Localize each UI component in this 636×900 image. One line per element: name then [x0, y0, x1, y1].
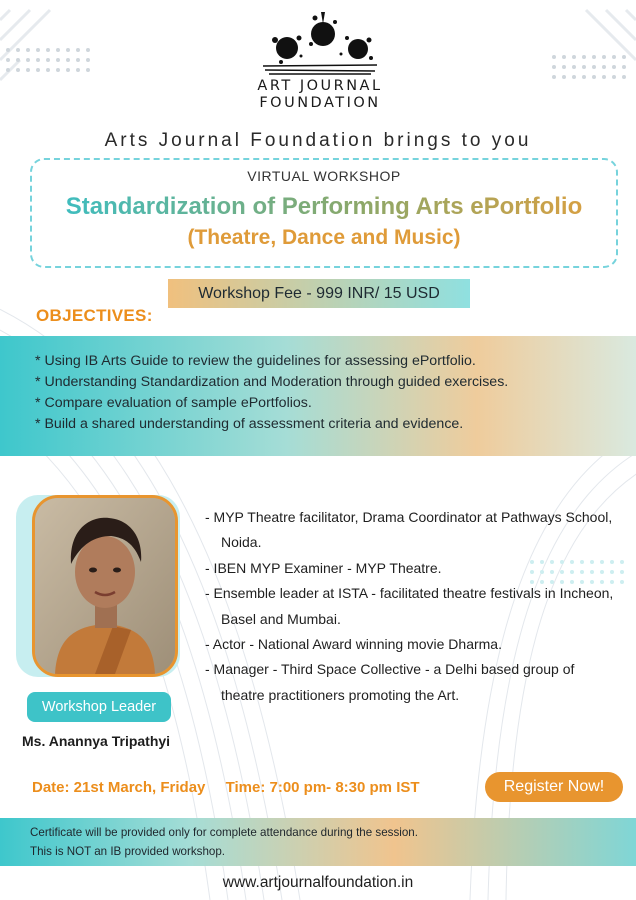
dot-pattern-left [6, 48, 90, 72]
objective-item: * Using IB Arts Guide to review the guidelines for assessing ePortfolio. [35, 353, 476, 369]
objective-item: * Compare evaluation of sample ePortfolios. [35, 395, 312, 411]
brand-logo [255, 10, 385, 120]
bio-item: - Ensemble leader at ISTA - facilitated theatre festivals in Incheon, Basel and Mumbai. [205, 585, 614, 627]
dot-pattern-right [552, 55, 626, 79]
register-now-button[interactable]: Register Now! [485, 772, 623, 802]
logo-line-1: ART JOURNAL [257, 78, 383, 94]
bio-item: - Manager - Third Space Collective - a Delhi based group of theatre practitioners promoting the Art. [205, 661, 575, 703]
bio-item: - MYP Theatre facilitator, Drama Coordinator at Pathways School, Noida. [205, 509, 613, 551]
portrait-illustration [35, 498, 175, 674]
notes-band [0, 818, 636, 866]
objective-item: * Understanding Standardization and Moderation through guided exercises. [35, 374, 509, 390]
workshop-title-box [30, 158, 618, 268]
objectives-heading: OBJECTIVES: [36, 306, 153, 325]
leader-name: Ms. Anannya Tripathyi [22, 733, 171, 749]
intro-heading: Arts Journal Foundation brings to you [104, 130, 532, 151]
bio-item: - IBEN MYP Examiner - MYP Theatre. [205, 559, 442, 576]
event-time: Time: 7:00 pm- 8:30 pm IST [225, 779, 420, 796]
event-date: Date: 21st March, Friday [32, 779, 206, 796]
workshop-title: Standardization of Performing Arts ePortfolio [32, 193, 616, 221]
workshop-subtitle: (Theatre, Dance and Music) [187, 226, 461, 249]
leader-bio-list [205, 505, 620, 708]
certificate-note: Certificate will be provided only for complete attendance during the session. [30, 826, 418, 839]
objective-item: * Build a shared understanding of assessment criteria and evidence. [35, 416, 464, 432]
schedule-line [32, 779, 420, 796]
bio-item: - Actor - National Award winning movie Dharma. [205, 636, 502, 653]
website-link[interactable]: www.artjournalfoundation.in [222, 874, 414, 891]
objectives-band [0, 336, 636, 456]
workshop-leader-badge: Workshop Leader [27, 692, 171, 722]
disclaimer-note: This is NOT an IB provided workshop. [30, 845, 226, 858]
workshop-fee: Workshop Fee - 999 INR/ 15 USD [168, 279, 470, 308]
workshop-kicker: VIRTUAL WORKSHOP [247, 168, 401, 184]
ink-splatter-logo-icon [255, 10, 385, 78]
leader-photo-frame [8, 495, 180, 677]
logo-line-2: FOUNDATION [259, 95, 381, 111]
leader-photo [32, 495, 178, 677]
objectives-list [0, 336, 636, 435]
